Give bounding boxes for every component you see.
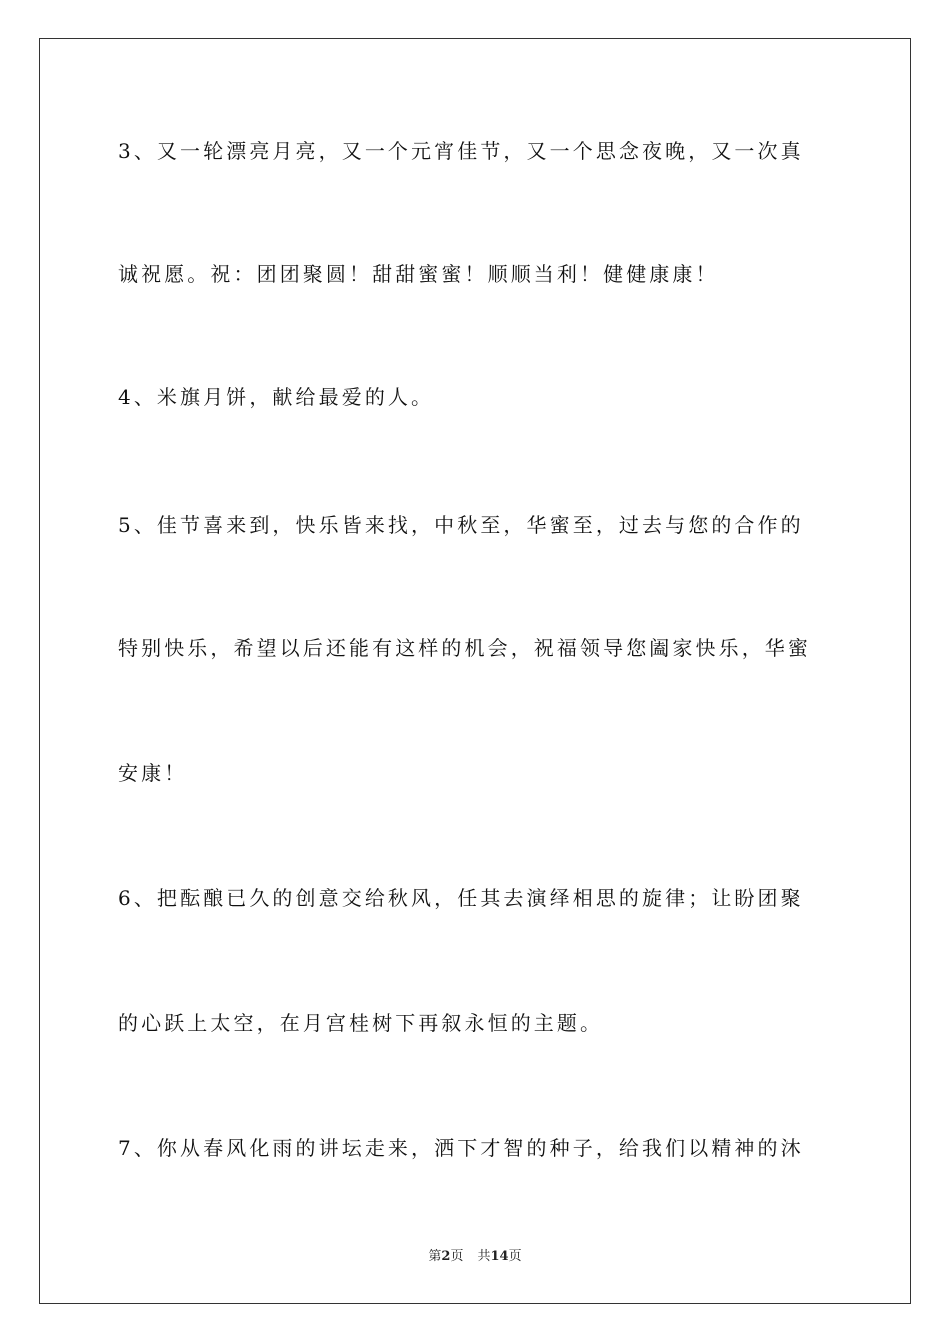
page-border: [39, 38, 911, 1304]
text-line: 诚祝愿。祝：团团聚圆！甜甜蜜蜜！顺顺当利！健健康康！: [118, 262, 719, 286]
page-footer: [0, 1248, 950, 1266]
text-line: 5、佳节喜来到，快乐皆来找，中秋至，华蜜至，过去与您的合作的: [118, 513, 804, 537]
text-line: 4、米旗月饼，献给最爱的人。: [118, 385, 435, 409]
total-pages: 14: [490, 1249, 509, 1264]
text-line: 6、把酝酿已久的创意交给秋风，任其去演绎相思的旋律；让盼团聚: [118, 886, 804, 910]
page-suffix: 页: [450, 1249, 464, 1264]
total-prefix: 共: [477, 1249, 491, 1264]
text-line: 的心跃上太空，在月宫桂树下再叙永恒的主题。: [118, 1011, 604, 1035]
text-line: 安康！: [118, 761, 188, 785]
text-line: 特别快乐，希望以后还能有这样的机会，祝福领导您阖家快乐，华蜜: [118, 636, 811, 660]
total-suffix: 页: [508, 1249, 522, 1264]
text-line: 7、你从春风化雨的讲坛走来，洒下才智的种子，给我们以精神的沐: [118, 1136, 804, 1160]
page-number: 2: [441, 1249, 451, 1264]
page-prefix: 第: [428, 1249, 442, 1264]
text-line: 3、又一轮漂亮月亮，又一个元宵佳节，又一个思念夜晚，又一次真: [118, 139, 804, 163]
